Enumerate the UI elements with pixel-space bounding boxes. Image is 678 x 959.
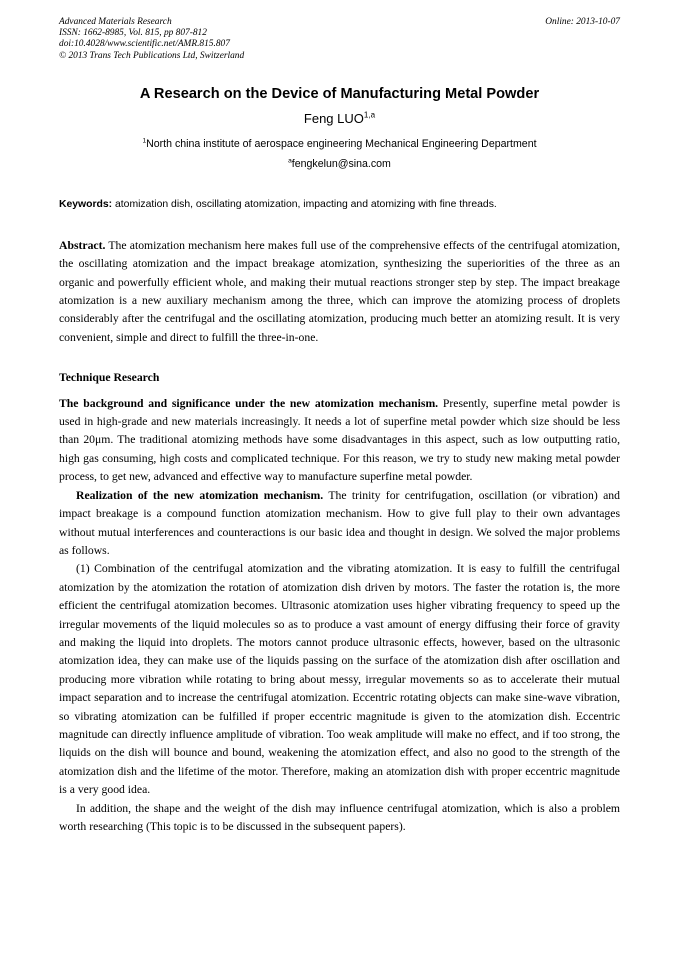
journal-name: Advanced Materials Research <box>59 17 172 27</box>
email-line <box>59 158 620 171</box>
paragraph-text: (1) Combination of the centrifugal atomization and the vibrating atomization. It is easy to fulfill the centrifugal atomization by the atomization the rotation of atomization dish driven by motors. The faster the rotation is, the more efficient the centrifugal atomization becomes. Ultrasonic atomization uses higher vibrating frequency to speed up the irregular movements of the liquid molecules so as to produce a vast amount of energy diffusing their force of gravity and making the liquid into droplets. The motors cannot produce ultrasonic effects, however, based on the ultrasonic atomization idea, they can make use of the liquids passing on the surface of the atomization dish after oscillation and producing more vibration while rotating to bring about messy, irregular movements so as to accelerate their mutual impact separation and to increase the centrifugal atomization. Eccentric rotating objects can make sine-wave vibration, so vibrating atomization can be fulfilled if proper eccentric magnitude is given to the atomization dish. Eccentric magnitude can directly influence amplitude of vibration. Too weak amplitude will make no effect, and if too strong, the liquids on the dish will bounce and bound, weakening the atomization effect, and also no good to the strength of the atomization dish and the lifetime of the motor. Therefore, making an atomization dish with proper eccentric magnitude is a very good idea. <box>59 562 620 797</box>
section-heading: Technique Research <box>59 371 160 385</box>
publication-info <box>59 17 244 62</box>
paragraph-background <box>59 395 620 487</box>
issn-volume-pages: ISSN: 1662-8985, Vol. 815, pp 807-812 <box>59 28 207 39</box>
paragraph-text: The trinity for centrifugation, oscillation (or vibration) and impact breakage is a compound function atomization mechanism. How to give full play to their own advantages without mutual interferences and counteractions is our basic idea and thought in design. We solved the major problems as follows. <box>59 488 620 557</box>
keywords-text: atomization dish, oscillating atomization, impacting and atomizing with fine threads. <box>112 198 497 210</box>
paragraph-combination <box>59 560 620 799</box>
paragraph-in-addition <box>59 800 620 837</box>
online-date: Online: 2013-10-07 <box>545 17 620 27</box>
author-line <box>59 111 620 127</box>
paragraph-text: In addition, the shape and the weight of the dish may influence centrifugal atomization, which is also a problem worth researching (This topic is to be discussed in the subsequent papers). <box>59 801 620 833</box>
doi-line: doi:10.4028/www.scientific.net/AMR.815.807 <box>59 39 230 50</box>
author-name: Feng LUO <box>303 110 364 126</box>
paragraph-text: Presently, superfine metal powder is used in high-grade and new materials increasingly. It needs a lot of superfine metal powder which size should be less than 20μm. The traditional atomizing methods have some disadvantages in this aspect, such as low outputting ratio, high gas consuming, high costs and complicated technique. For this reason, we try to study new making metal powder process, to get new, advanced and effective way to manufacture superfine metal powder. <box>59 396 620 484</box>
affiliation-text: North china institute of aerospace engineering Mechanical Engineering Department <box>146 137 537 150</box>
affiliation-line <box>59 138 620 151</box>
abstract-text: The atomization mechanism here makes full use of the comprehensive effects of the centrifugal atomization, the oscillating atomization and the impact breakage atomization, synthesizing the superiorities of the three as an organic and powerfully efficient whole, and making their mutual reactions stronger step by step. The impact breakage atomization is a new auxiliary mechanism among the three, which can improve the atomizing process of droplets considerably after the centrifugal and the oscillating atomization, producing much better an atomizing result. It is very convenient, simple and direct to fulfill the three-in-one. <box>59 238 620 344</box>
keywords-line <box>59 198 620 211</box>
paragraph-lead: Realization of the new atomization mechanism. <box>76 488 324 502</box>
paper-page <box>59 0 620 836</box>
publication-header <box>59 17 620 62</box>
author-superscript: 1,a <box>363 110 376 120</box>
affiliation-superscript: 1 <box>142 137 147 145</box>
email-text: fengkelun@sina.com <box>291 157 391 170</box>
copyright-line: © 2013 Trans Tech Publications Ltd, Switzerland <box>59 50 245 61</box>
paragraph-lead: The background and significance under the new atomization mechanism. <box>59 396 439 410</box>
paper-title: A Research on the Device of Manufacturing Metal Powder <box>139 85 540 102</box>
keywords-label: Keywords: <box>59 198 113 210</box>
email-superscript: a <box>288 157 292 165</box>
paragraph-realization <box>59 487 620 561</box>
abstract-paragraph <box>59 237 620 347</box>
abstract-label: Abstract. <box>59 238 106 252</box>
